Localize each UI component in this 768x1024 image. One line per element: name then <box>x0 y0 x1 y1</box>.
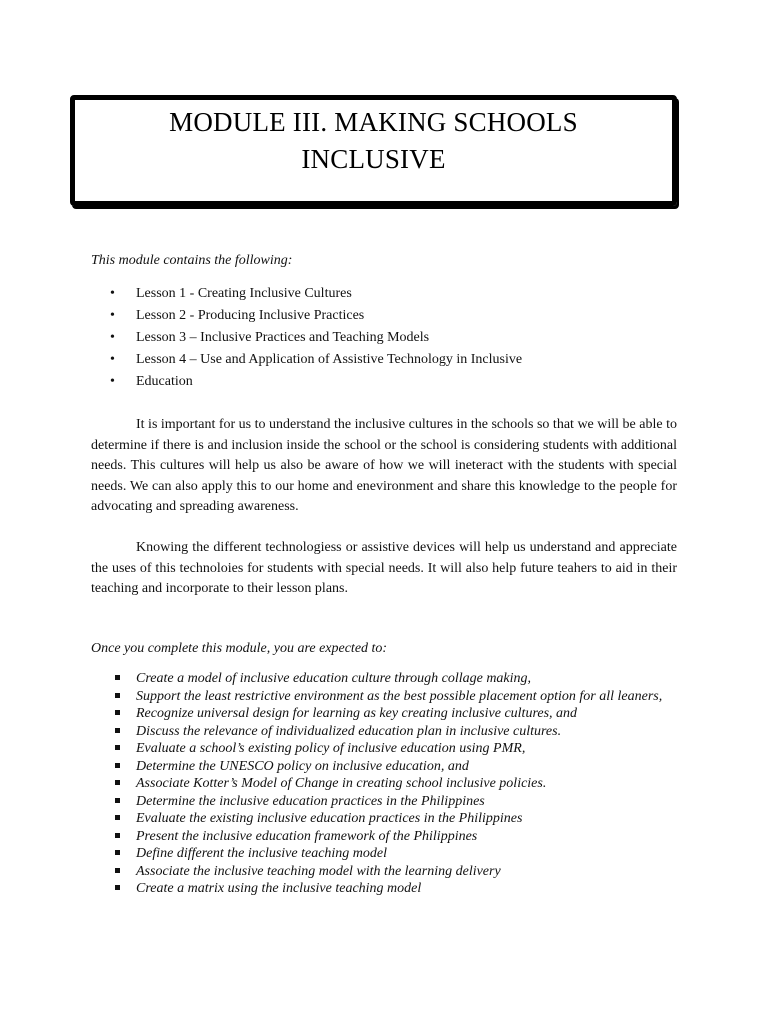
objective-item: Evaluate a school’s existing policy of inclusive education using PMR, <box>91 740 677 758</box>
objective-item: Define different the inclusive teaching model <box>91 845 677 863</box>
objective-item: Create a matrix using the inclusive teaching model <box>91 880 677 898</box>
module-title-line-1: MODULE III. MAKING SCHOOLS <box>169 107 578 137</box>
lesson-item: • Education <box>91 371 522 393</box>
objectives-list <box>91 670 677 898</box>
objective-item: Determine the UNESCO policy on inclusive education, and <box>91 758 677 776</box>
objectives-intro: Once you complete this module, you are expected to: <box>91 641 388 656</box>
module-title-box <box>70 95 677 206</box>
objective-item: Evaluate the existing inclusive education practices in the Philippines <box>91 810 677 828</box>
lesson-item: • Lesson 3 – Inclusive Practices and Teaching Models <box>91 327 522 349</box>
objective-item: Recognize universal design for learning as key creating inclusive cultures, and <box>91 705 677 723</box>
objective-item: Determine the inclusive education practices in the Philippines <box>91 793 677 811</box>
objective-item: Associate Kotter’s Model of Change in creating school inclusive policies. <box>91 775 677 793</box>
lesson-item: • Lesson 4 – Use and Application of Assistive Technology in Inclusive <box>91 349 522 371</box>
lesson-item: • Lesson 1 - Creating Inclusive Cultures <box>91 283 522 305</box>
lesson-list <box>91 283 522 393</box>
module-contents-intro: This module contains the following: <box>91 253 293 268</box>
objective-item: Support the least restrictive environment as the best possible placement option for all leaners, <box>91 688 677 706</box>
body-paragraph-1: It is important for us to understand the inclusive cultures in the schools so that we will be able to determine if there is and inclusion inside the school or the school is considering students with additional needs. This cultures will help us also be aware of how we will ineteract with the students with special needs. We can also apply this to our home and enevironment and share this knowledge to the people for advocating and spreading awareness. <box>91 417 677 514</box>
objective-item: Create a model of inclusive education culture through collage making, <box>91 670 677 688</box>
module-title-line-2: INCLUSIVE <box>301 144 446 174</box>
objective-item: Discuss the relevance of individualized education plan in inclusive cultures. <box>91 723 677 741</box>
body-paragraph-2: Knowing the different technologiess or assistive devices will help us understand and appreciate the uses of this technoloies for students with special needs. It will also help future teahers to aid in their teaching and incorporate to their lesson plans. <box>91 540 677 596</box>
objective-item: Associate the inclusive teaching model with the learning delivery <box>91 863 677 881</box>
lesson-item: • Lesson 2 - Producing Inclusive Practices <box>91 305 522 327</box>
objective-item: Present the inclusive education framework of the Philippines <box>91 828 677 846</box>
